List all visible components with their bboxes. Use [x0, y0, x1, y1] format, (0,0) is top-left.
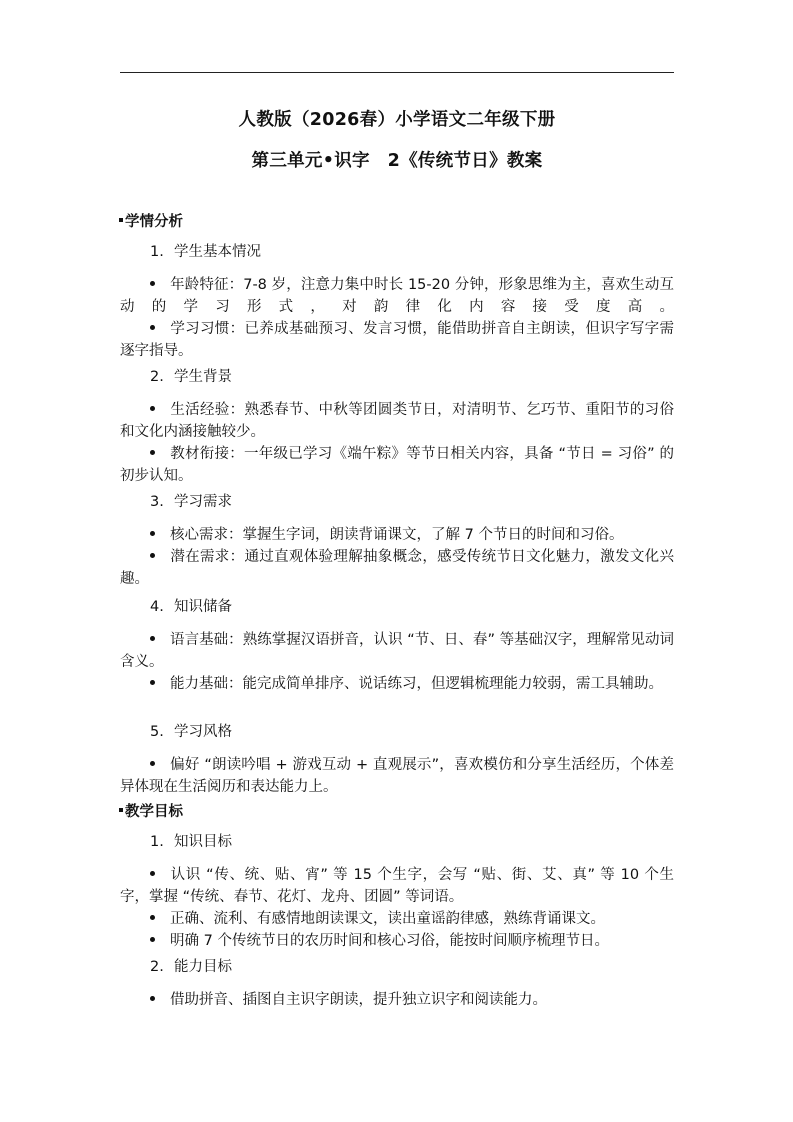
bullet-paragraph: 学习习惯：已养成基础预习、发言习惯，能借助拼音自主朗读，但识字写字需逐字指导。: [120, 321, 674, 359]
bullet-dot-icon: [150, 531, 155, 536]
bullet-dot-icon: [150, 680, 155, 685]
bullet-dot-icon: [150, 553, 155, 558]
bullet-paragraph: 年龄特征：7-8 岁，注意力集中时长 15-20 分钟，形象思维为主，喜欢生动互动的学习形式，对韵律化内容接受度高。: [120, 277, 674, 315]
bullet-paragraph: 教材衔接：一年级已学习《端午粽》等节日相关内容，具备 “节日 = 习俗” 的初步认知。: [120, 446, 674, 484]
bullet-dot-icon: [150, 937, 155, 942]
bullet-dot-icon: [150, 281, 155, 286]
document-title: 人教版（2026春）小学语文二年级下册: [238, 110, 556, 130]
bullet-dot-icon: [150, 871, 155, 876]
subsection-heading: 2. 学生背景: [150, 369, 232, 385]
bullet-paragraph: 认识 “传、统、贴、宵” 等 15 个生字，会写 “贴、街、艾、真” 等 10 个生字，掌握 “传统、春节、花灯、龙舟、团圆” 等词语。: [120, 867, 674, 905]
bullet-dot-icon: [150, 325, 155, 330]
bullet-dot-icon: [150, 636, 155, 641]
bullet-paragraph: 能力基础：能完成简单排序、说话练习，但逻辑梳理能力较弱，需工具辅助。: [120, 673, 674, 695]
bullet-dot-icon: [150, 996, 155, 1001]
section-heading-2: 教学目标: [119, 800, 183, 821]
document-subtitle: 第三单元•识字 2《传统节日》教案: [251, 151, 543, 171]
square-bullet-icon: [119, 218, 123, 222]
bullet-paragraph: 语言基础：熟练掌握汉语拼音，认识 “节、日、春” 等基础汉字，理解常见动词含义。: [120, 632, 674, 670]
bullet-dot-icon: [150, 450, 155, 455]
bullet-dot-icon: [150, 406, 155, 411]
bullet-paragraph: 借助拼音、插图自主识字朗读，提升独立识字和阅读能力。: [120, 989, 674, 1011]
bullet-paragraph: 生活经验：熟悉春节、中秋等团圆类节日，对清明节、乞巧节、重阳节的习俗和文化内涵接触较少。: [120, 402, 674, 440]
subsection-heading: 3. 学习需求: [150, 494, 232, 510]
bullet-paragraph: 潜在需求：通过直观体验理解抽象概念，感受传统节日文化魅力，激发文化兴趣。: [120, 549, 674, 587]
square-bullet-icon: [119, 808, 123, 812]
bullet-dot-icon: [150, 915, 155, 920]
bullet-paragraph: 明确 7 个传统节日的农历时间和核心习俗，能按时间顺序梳理节日。: [120, 930, 674, 952]
subsection-heading: 2. 能力目标: [150, 959, 232, 975]
header-rule: [120, 72, 674, 73]
section-heading-1: 学情分析: [119, 210, 183, 231]
bullet-paragraph: 偏好 “朗读吟唱 + 游戏互动 + 直观展示”，喜欢模仿和分享生活经历，个体差异体现在生活阅历和表达能力上。: [120, 757, 674, 795]
bullet-dot-icon: [150, 761, 155, 766]
subsection-heading: 4. 知识储备: [150, 599, 232, 615]
bullet-paragraph: 核心需求：掌握生字词，朗读背诵课文，了解 7 个节日的时间和习俗。: [120, 524, 674, 546]
subsection-heading: 1. 知识目标: [150, 834, 232, 850]
subsection-heading: 1. 学生基本情况: [150, 244, 261, 260]
bullet-paragraph: 正确、流利、有感情地朗读课文，读出童谣韵律感，熟练背诵课文。: [120, 908, 674, 930]
subsection-heading: 5. 学习风格: [150, 724, 232, 740]
